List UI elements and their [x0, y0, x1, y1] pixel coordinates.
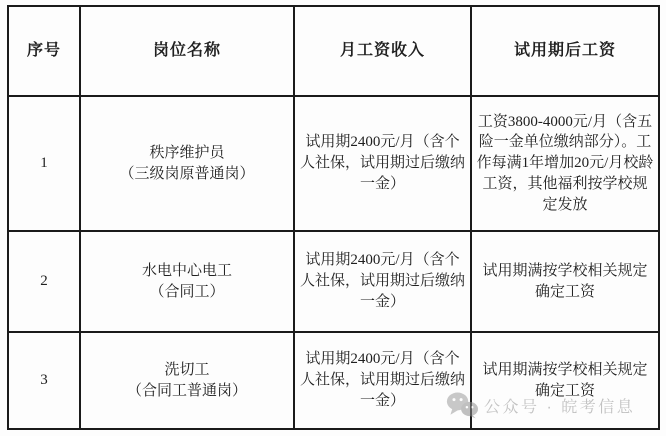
after-probation-salary-cell: 试用期满按学校相关规定确定工资 — [471, 332, 659, 429]
position-note: （三级岗原普通岗） — [119, 165, 255, 182]
table-row — [8, 231, 659, 332]
header-row — [8, 6, 659, 96]
header-monthly-salary: 月工资收入 — [294, 6, 471, 96]
table-row — [8, 332, 659, 429]
row-number-cell: 3 — [8, 332, 80, 429]
position-name: 洗切工 — [164, 361, 210, 378]
position-name: 水电中心电工 — [141, 262, 232, 279]
monthly-salary-cell: 试用期2400元/月（含个人社保，试用期过后缴纳一金） — [294, 332, 471, 429]
header-position: 岗位名称 — [80, 6, 294, 96]
header-no: 序号 — [8, 6, 80, 96]
table-row — [8, 96, 659, 231]
monthly-salary-cell: 试用期2400元/月（含个人社保，试用期过后缴纳一金） — [294, 96, 471, 231]
salary-table — [7, 5, 660, 430]
position-name: 秩序维护员 — [149, 144, 225, 161]
position-cell — [80, 332, 294, 429]
row-number-cell: 1 — [8, 96, 80, 231]
row-number-cell: 2 — [8, 231, 80, 332]
position-cell — [80, 96, 294, 231]
position-note: （合同工） — [149, 283, 225, 300]
watermark-text: 公众号 · 皖考信息 — [484, 398, 636, 416]
position-note: （合同工普通岗） — [126, 382, 247, 399]
position-cell — [80, 231, 294, 332]
header-after-probation-salary: 试用期后工资 — [471, 6, 659, 96]
after-probation-salary-cell: 工资3800-4000元/月（含五险一金单位缴纳部分）。工作每满1年增加20元/月校龄工资，其他福利按学校规定发放 — [471, 96, 659, 231]
after-probation-salary-cell: 试用期满按学校相关规定确定工资 — [471, 231, 659, 332]
monthly-salary-cell: 试用期2400元/月（含个人社保，试用期过后缴纳一金） — [294, 231, 471, 332]
